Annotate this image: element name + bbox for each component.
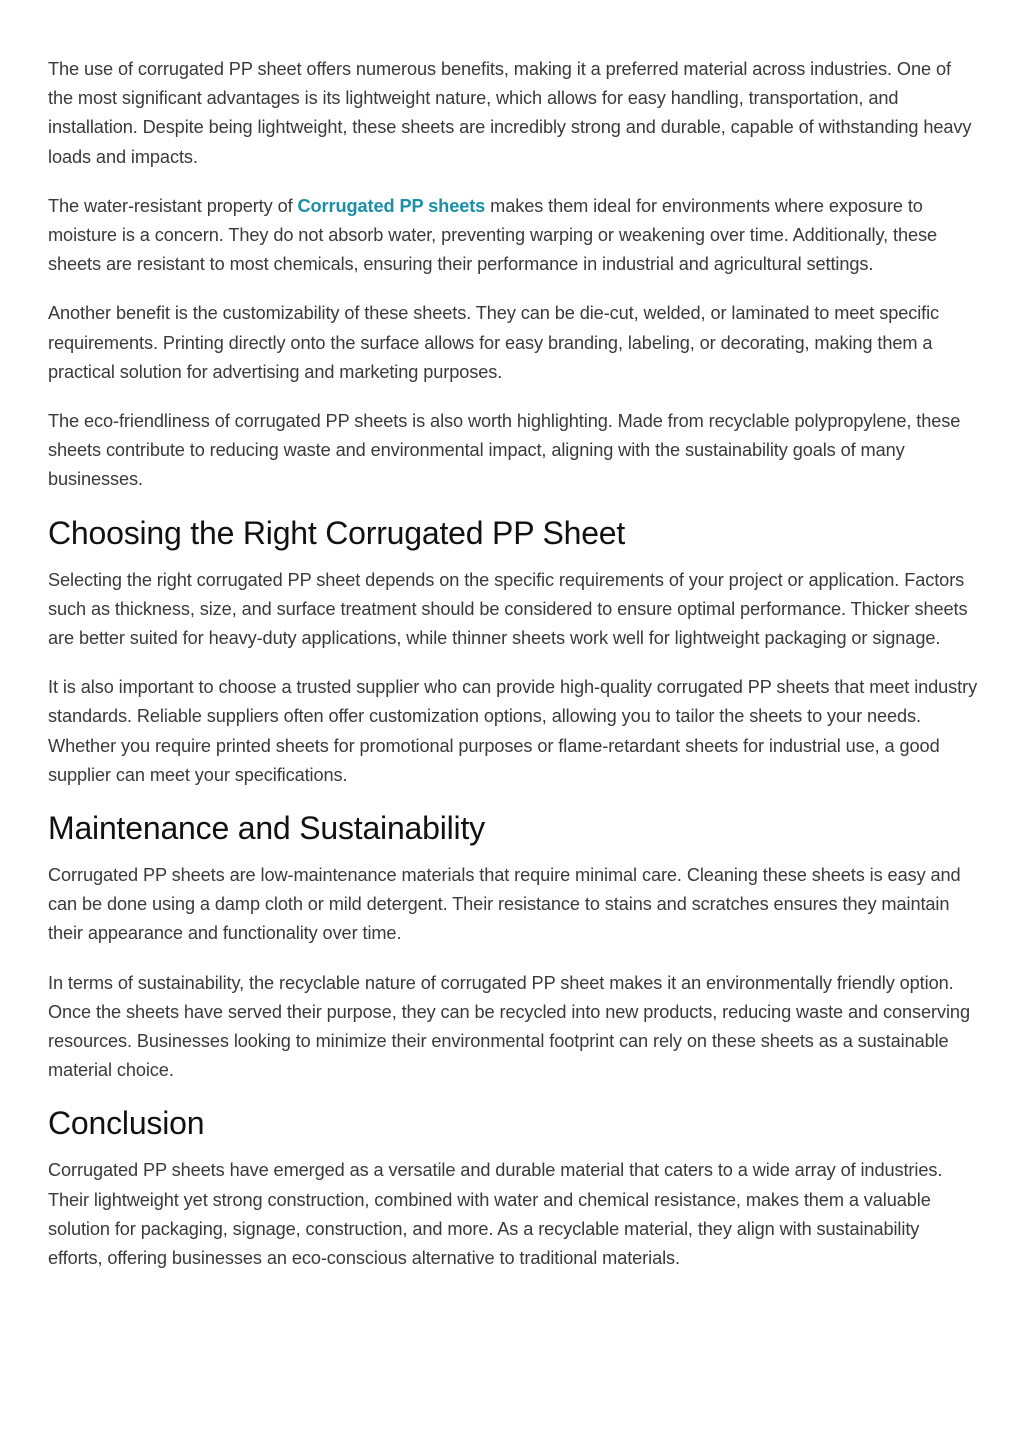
paragraph-text: makes them ideal for environments where exposure to moisture is a concern. They do not absorb water, preventing warping or weakening over time. Additionally, these sheets are resistant to most chemicals, ensuring their performance in industrial and agricultural settings. (48, 195, 938, 275)
paragraph-benefits: The use of corrugated PP sheet offers numerous benefits, making it a preferred material across industries. One of the most significant advantages is its lightweight nature, which allows for easy handling, transportation, and installation. Despite being lightweight, these sheets are incredibly strong and durable, capable of withstanding heavy loads and impacts. (48, 59, 972, 167)
paragraph-low-maintenance: Corrugated PP sheets are low-maintenance materials that require minimal care. Cleaning these sheets is easy and can be done using a damp cloth or mild detergent. Their resistance to stains and scratches ensures they maintain their appearance and functionality over time. (48, 865, 961, 944)
corrugated-pp-sheets-link[interactable]: Corrugated PP sheets (297, 195, 486, 216)
paragraph-selecting: Selecting the right corrugated PP sheet depends on the specific requirements of your project or application. Factors such as thickness, size, and surface treatment should be considered to ensure optimal performance. Thicker sheets are better suited for heavy-duty applications, while thinner sheets work well for lightweight packaging or signage. (48, 569, 968, 649)
article-body (48, 55, 978, 1293)
paragraph-conclusion: Corrugated PP sheets have emerged as a versatile and durable material that caters to a wide array of industries. Their lightweight yet strong construction, combined with water and chemical resistance, makes them a valuable solution for packaging, signage, construction, and more. As a recyclable material, they align with sustainability efforts, offering businesses an eco-conscious alternative to traditional materials. (48, 1160, 943, 1269)
heading-maintenance: Maintenance and Sustainability (48, 810, 485, 847)
paragraph-water-resistance (48, 192, 978, 280)
paragraph-sustainability: In terms of sustainability, the recyclable nature of corrugated PP sheet makes it an environmentally friendly option. Once the sheets have served their purpose, they can be recycled into new products, reducing waste and conserving resources. Businesses looking to minimize their environmental footprint can rely on these sheets as a sustainable material choice. (48, 972, 970, 1081)
paragraph-supplier: It is also important to choose a trusted supplier who can provide high-quality corrugated PP sheets that meet industry standards. Reliable suppliers often offer customization options, allowing you to tailor the sheets to your needs. Whether you require printed sheets for promotional purposes or flame-retardant sheets for industrial use, a good supplier can meet your specifications. (48, 677, 978, 785)
paragraph-eco-friendliness: The eco-friendliness of corrugated PP sheets is also worth highlighting. Made from recyclable polypropylene, these sheets contribute to reducing waste and environmental impact, aligning with the sustainability goals of many businesses. (48, 411, 961, 490)
paragraph-customizability: Another benefit is the customizability of these sheets. They can be die-cut, welded, or laminated to meet specific requirements. Printing directly onto the surface allows for easy branding, labeling, or decorating, making them a practical solution for advertising and marketing purposes. (48, 303, 940, 382)
heading-conclusion: Conclusion (48, 1105, 205, 1142)
paragraph-text: The water-resistant property of (48, 195, 298, 216)
heading-choosing: Choosing the Right Corrugated PP Sheet (48, 514, 626, 551)
